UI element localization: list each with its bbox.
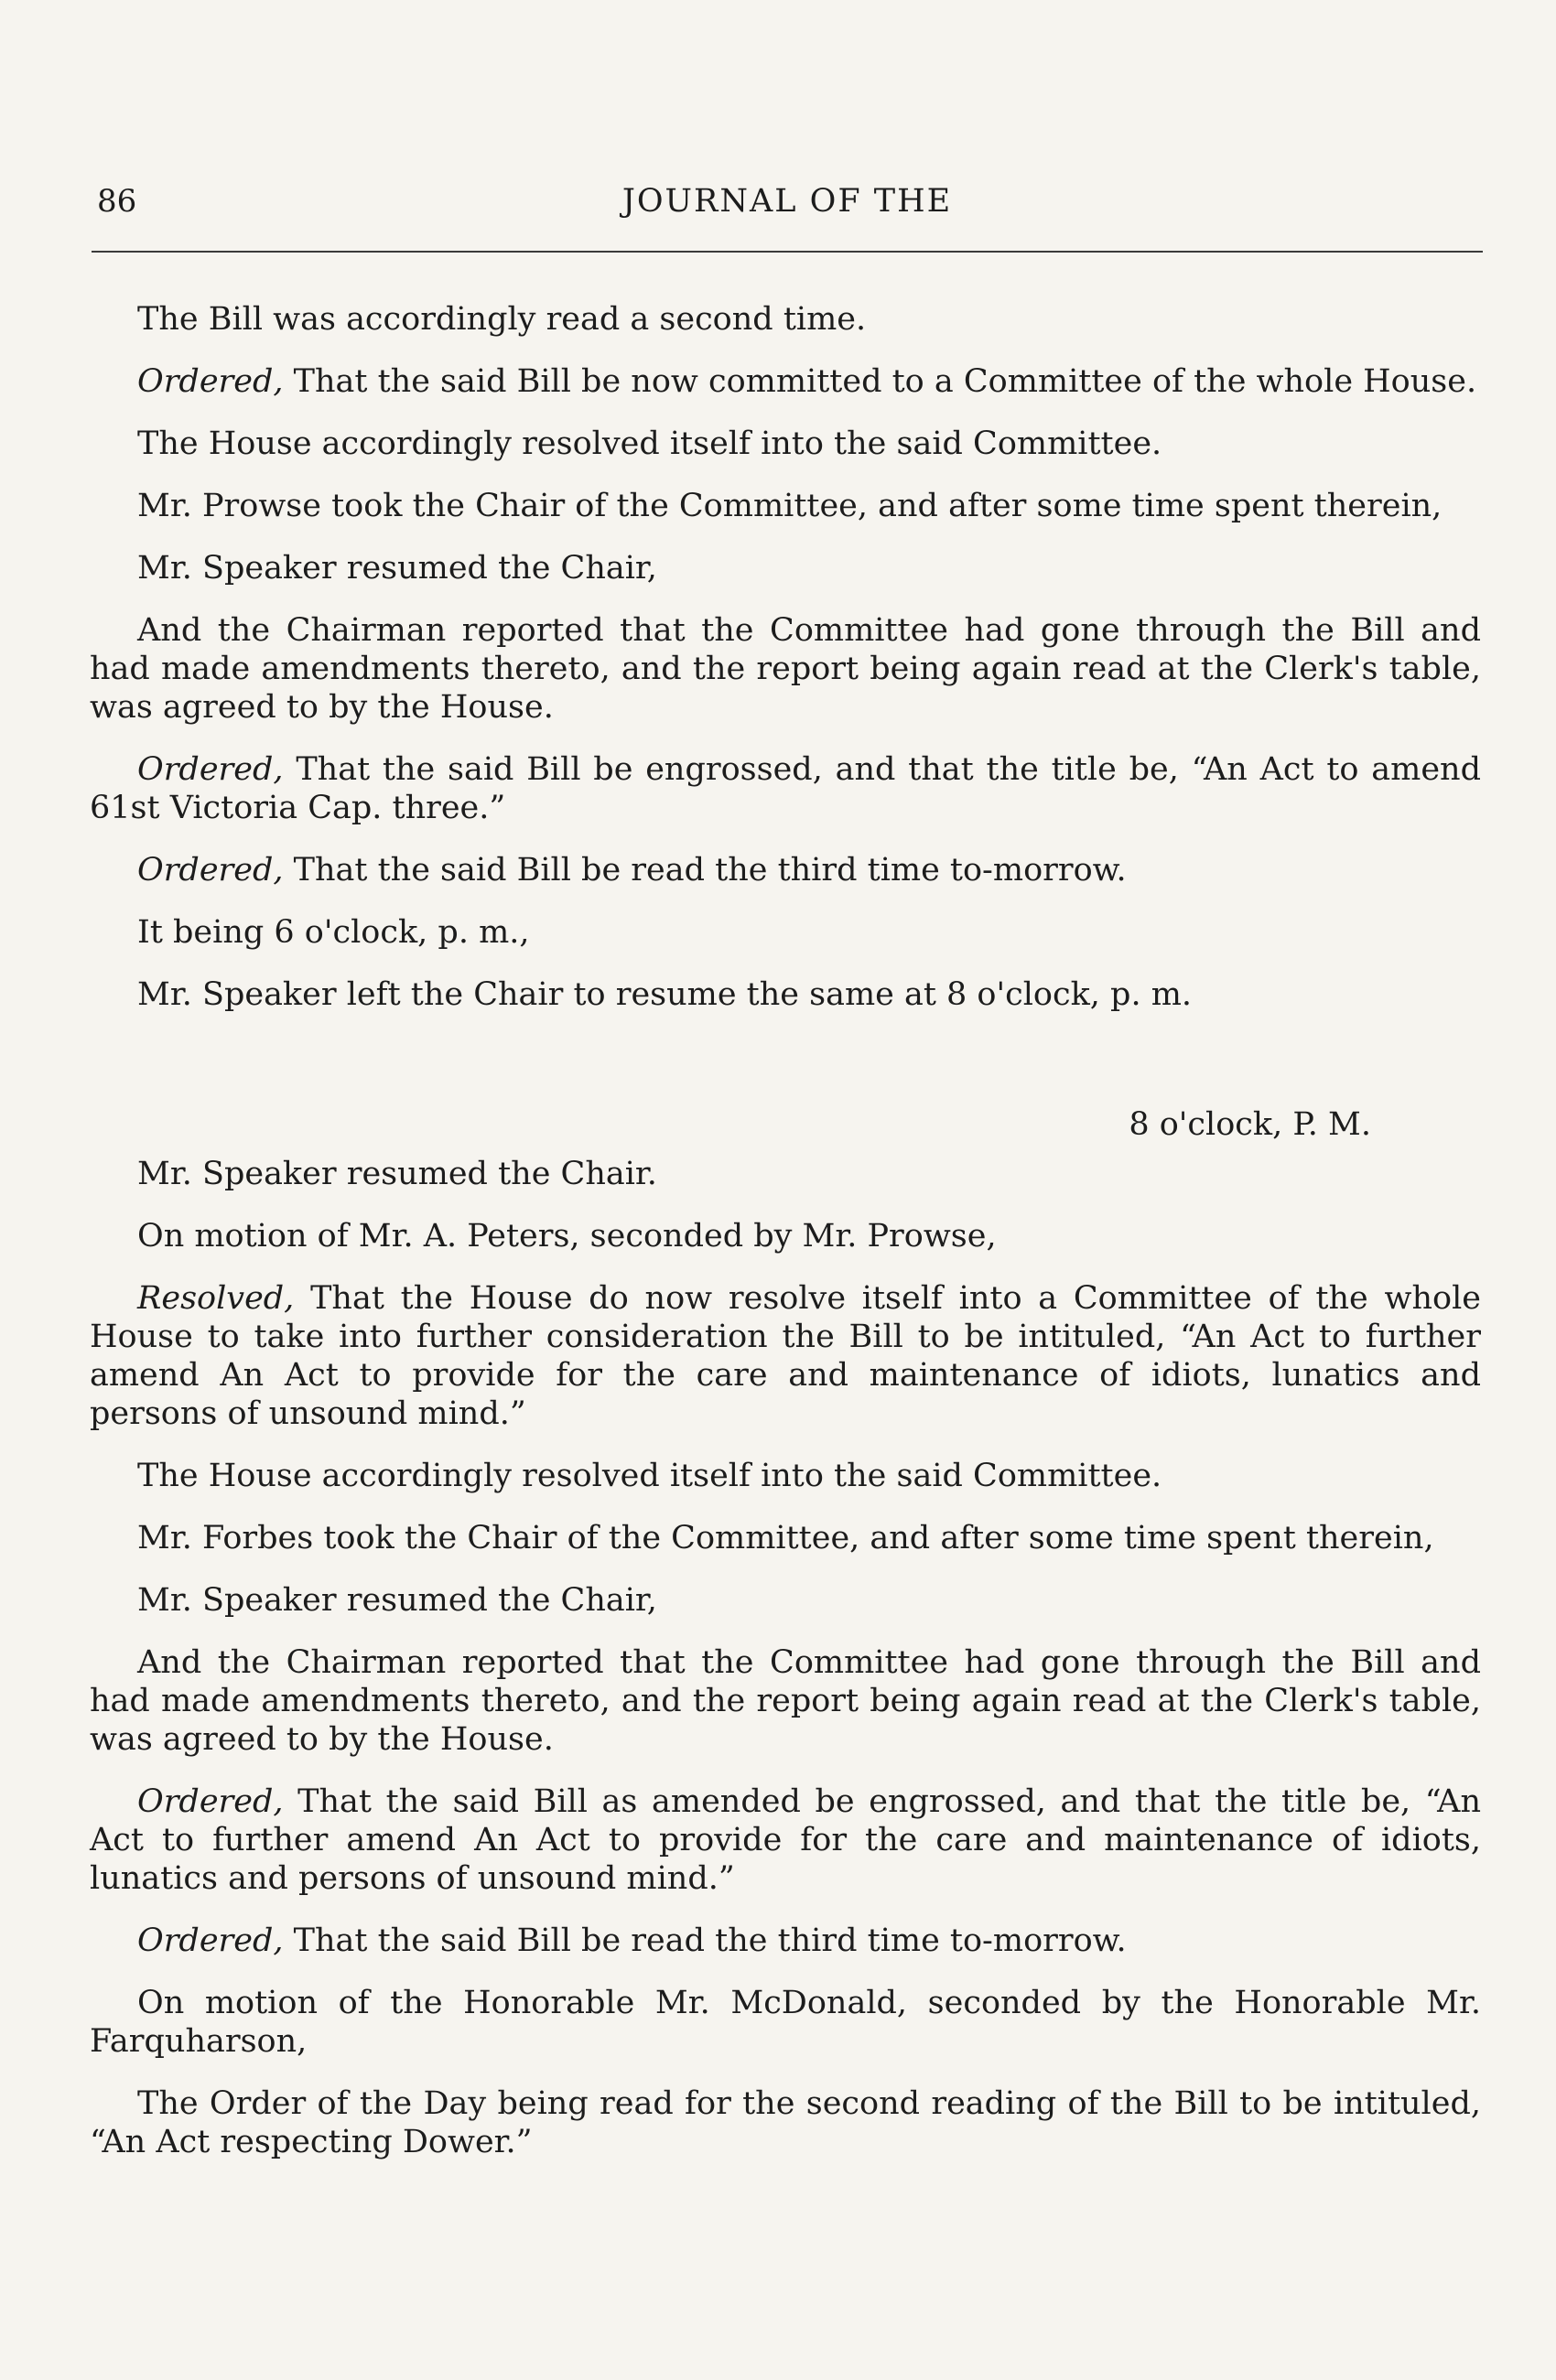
paragraph-lead: Resolved, (137, 1280, 295, 1317)
paragraph-text: The Bill was accordingly read a second time. (137, 301, 867, 338)
paragraph-text: That the said Bill be now committed to a Committee of the whole House. (293, 363, 1477, 400)
paragraph-text: Mr. Speaker resumed the Chair, (137, 550, 657, 587)
journal-paragraph (90, 300, 1481, 339)
paragraph-text: Mr. Speaker resumed the Chair. (137, 1156, 657, 1192)
paragraph-text: On motion of Mr. A. Peters, seconded by Mr. Prowse, (137, 1218, 997, 1255)
journal-paragraph (90, 975, 1481, 1014)
paragraph-text: That the said Bill as amended be engrossed, and that the title be, “An Act to further amend An Act to provide for the care and maintenance of idiots, lunatics and persons of unsound mind.” (90, 1783, 1481, 1897)
paragraph-text: The Order of the Day being read for the second reading of the Bill to be intituled, “An Act respecting Dower.” (90, 2085, 1481, 2160)
paragraph-lead: Ordered, (137, 751, 284, 788)
paragraph-text: That the said Bill be read the third time to-morrow. (293, 852, 1127, 888)
journal-paragraph (90, 425, 1481, 463)
journal-paragraph (90, 1782, 1481, 1898)
journal-paragraph (90, 487, 1481, 525)
paragraph-text: That the House do now resolve itself into a Committee of the whole House to take into further consideration the Bill to be intituled, “An Act to further amend An Act to provide for the care and maintenance of idiots, lunatics and persons of unsound mind.” (90, 1280, 1481, 1432)
journal-body (90, 300, 1481, 2185)
journal-paragraph (90, 611, 1481, 727)
journal-paragraph (90, 851, 1481, 889)
paragraph-text: Mr. Forbes took the Chair of the Committee, and after some time spent therein, (137, 1520, 1434, 1556)
journal-paragraph (90, 1922, 1481, 1960)
paragraph-lead: Ordered, (137, 363, 284, 400)
paragraph-text: And the Chairman reported that the Committee had gone through the Bill and had made amendments thereto, and the report being again read at the Clerk's table, was agreed to by the House. (90, 612, 1481, 726)
journal-paragraph (90, 1519, 1481, 1557)
paragraph-text: The House accordingly resolved itself into the said Committee. (137, 1458, 1162, 1494)
journal-paragraph (90, 2084, 1481, 2161)
paragraph-text: That the said Bill be engrossed, and that the title be, “An Act to amend 61st Victoria Cap. three.” (90, 751, 1481, 826)
proceedings-before-recess (90, 300, 1481, 1014)
journal-paragraph (90, 1279, 1481, 1433)
paragraph-text: On motion of the Honorable Mr. McDonald, seconded by the Honorable Mr. Farquharson, (90, 1985, 1481, 2060)
journal-paragraph (90, 1457, 1481, 1495)
journal-paragraph (90, 1217, 1481, 1255)
paragraph-text: That the said Bill be read the third time to-morrow. (293, 1922, 1127, 1959)
paragraph-lead: Ordered, (137, 852, 284, 888)
paragraph-text: And the Chairman reported that the Committee had gone through the Bill and had made amendments thereto, and the report being again read at the Clerk's table, was agreed to by the House. (90, 1644, 1481, 1758)
paragraph-lead: Ordered, (137, 1922, 284, 1959)
paragraph-text: Mr. Speaker left the Chair to resume the same at 8 o'clock, p. m. (137, 976, 1193, 1013)
journal-paragraph (90, 362, 1481, 401)
paragraph-text: Mr. Prowse took the Chair of the Committee, and after some time spent therein, (137, 488, 1443, 524)
paragraph-text: It being 6 o'clock, p. m., (137, 914, 530, 951)
journal-paragraph (90, 750, 1481, 827)
journal-paragraph (90, 549, 1481, 587)
journal-paragraph (90, 913, 1481, 952)
paragraph-text: The House accordingly resolved itself into the said Committee. (137, 425, 1162, 462)
journal-paragraph (90, 1581, 1481, 1620)
proceedings-after-recess (90, 1155, 1481, 2161)
page-header (92, 183, 1483, 231)
running-title: JOURNAL OF THE (621, 183, 953, 220)
journal-paragraph (90, 1155, 1481, 1193)
paragraph-text: Mr. Speaker resumed the Chair, (137, 1582, 657, 1619)
paragraph-lead: Ordered, (137, 1783, 284, 1820)
journal-paragraph (90, 1643, 1481, 1759)
header-rule (92, 251, 1483, 253)
time-heading: 8 o'clock, P. M. (1129, 1106, 1371, 1143)
page-number: 86 (97, 183, 137, 220)
journal-paragraph (90, 1984, 1481, 2061)
